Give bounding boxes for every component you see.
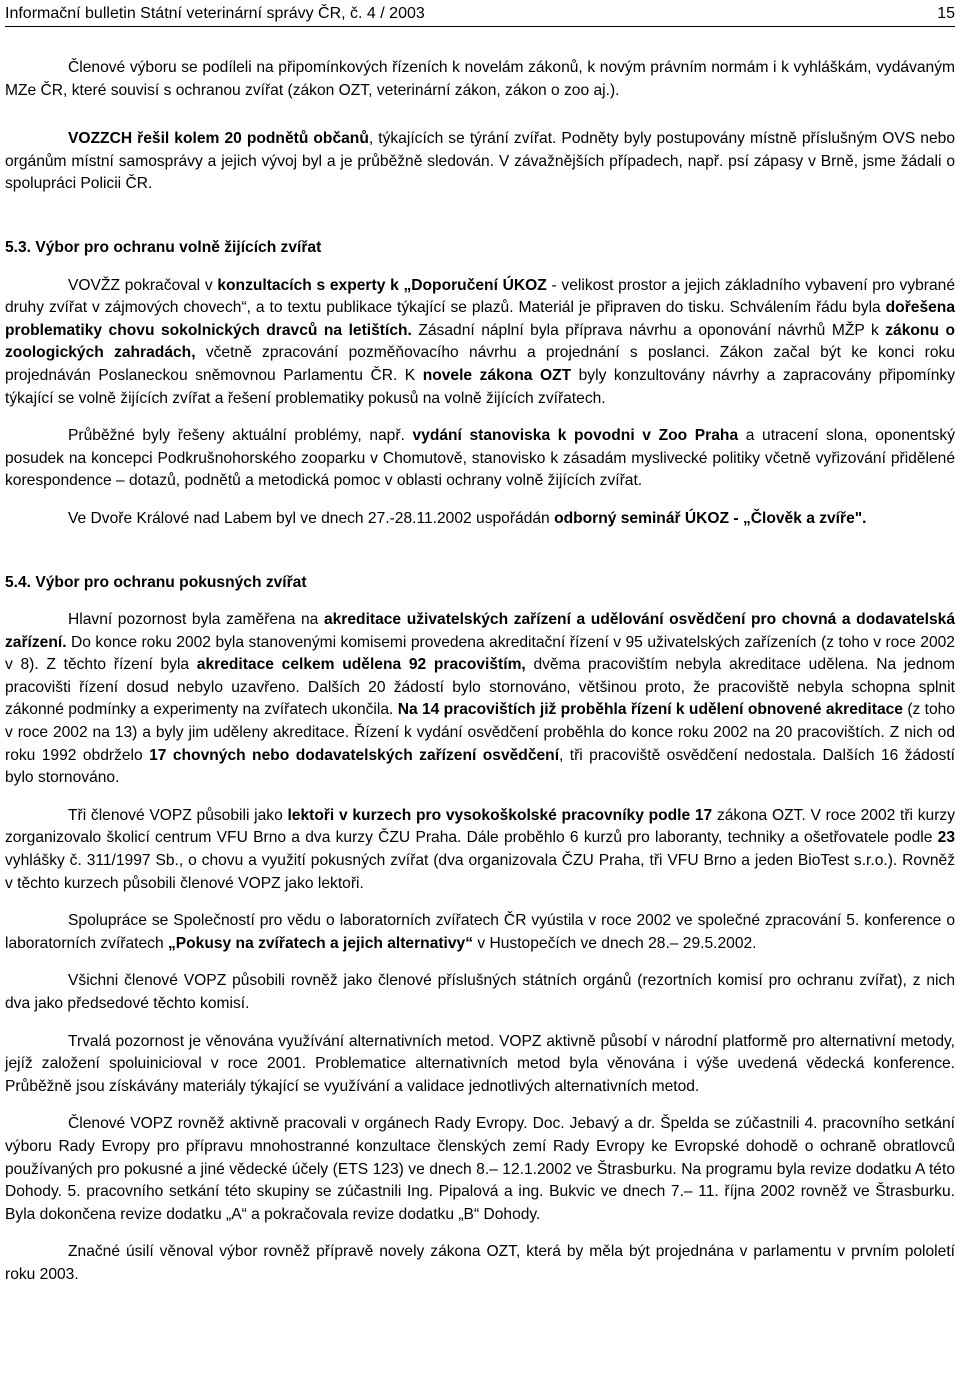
section-heading-5-3: 5.3. Výbor pro ochranu volně žijících zvířat <box>5 238 322 256</box>
paragraph-accreditation <box>5 609 955 790</box>
text-span: a utracení slona, oponentský posudek na koncepci Podkrušnohorského zooparku v Chomutově, stanovisko k zásadám myslivecké politiky včetně vyřizování přidělené korespondence – dotazů, podnětů a metodická pomoc v oblasti ochrany volně žijících zvířat. <box>5 427 955 490</box>
bulletin-title: Informační bulletin Státní veterinární správy ČR, č. 4 / 2003 <box>5 5 425 22</box>
paragraph-seminar <box>5 508 955 531</box>
section-heading-5-4: 5.4. Výbor pro ochranu pokusných zvířat <box>5 573 307 591</box>
bold-span: zákonu o zoologických zahradách, <box>5 321 955 362</box>
text-span: - velikost prostor a jejich základního vybavení pro vybrané druhy zvířat v zájmových chovech“, a to textu publikace týkající se plazů. Materiál je připraven do tisku. Schválením řádu byla <box>5 276 956 317</box>
document-page <box>5 0 955 1287</box>
text-span: , tři pracoviště osvědčení nedostala. Dalších 16 žádostí bylo stornováno. <box>5 746 955 787</box>
page-header <box>5 2 955 27</box>
paragraph-council-of-europe: Členové VOPZ rovněž aktivně pracovali v orgánech Rady Evropy. Doc. Jebavý a dr. Špelda se zúčastnili 4. pracovního setkání výboru Rady Evropy pro přípravu mnohostranné konzultace členských zemí Rady Evropy ke Evropské dohodě o ochraně obratlovců používaných pro pokusné a jiné vědecké účely (ETS 123) ve dnech 8.– 12.1.2002 ve Štrasburku. Na programu byla revize dodatku A této Dohody. 5. pracovního setkání této skupiny se zúčastnili Ing. Pipalová a ing. Bukvic ve dnech 7.– 11. října 2002 rovněž ve Štrasburku. Byla dokončena revize dodatku „A“ a pokračovala revize dodatku „B“ Dohody. <box>5 1115 955 1223</box>
bold-span: novele zákona OZT <box>422 366 572 384</box>
bold-span: VOZZCH řešil kolem 20 podnětů občanů <box>68 130 369 148</box>
bold-span: lektoři v kurzech pro vysokoškolské pracovníky podle 17 <box>287 806 713 824</box>
text-span: dvěma pracovištím nebyla akreditace udělena. Na jednom pracovišti řízení dosud nebylo uzavřeno. Dalších 20 žádostí bylo stornováno, většinou proto, že pracoviště nebyla schopna splnit zákonné podmínky a experimenty na zvířatech ukončila. <box>5 656 955 719</box>
paragraph-vozzch <box>5 128 955 196</box>
paragraph-state-bodies: Všichni členové VOPZ působili rovněž jako členové příslušných státních orgánů (rezortních komisí pro ochranu zvířat), z nich dva jako předsedové těchto komisí. <box>5 972 955 1012</box>
bold-span: 17 chovných nebo dodavatelských zařízení osvědčení <box>149 746 560 764</box>
paragraph-alternative-methods: Trvalá pozornost je věnována využívání alternativních metod. VOPZ aktivně působí v národní platformě pro alternativní metody, jejíž založení spoluinicioval v roce 2001. Problematice alternativních metod byla věnována i výše uvedená vědecká konference. Průběžně jsou získávány materiály týkající se využívání a validace jednotlivých alternativních metod. <box>5 1032 955 1095</box>
bold-span: vydání stanoviska k povodni v Zoo Praha <box>412 427 739 445</box>
paragraph-lecturers <box>5 805 955 895</box>
text-span: Tři členové VOPZ působili jako <box>68 806 288 824</box>
text-span: VOVŽZ pokračoval v <box>68 276 218 294</box>
bold-span: odborný seminář ÚKOZ - „Člověk a zvíře". <box>554 509 867 527</box>
text-span: byly konzultovány návrhy a zapracovány připomínky týkající se volně žijících zvířat a řešení problematiky pokusů na volně žijících zvířatech. <box>5 366 955 407</box>
text-span: v Hustopečích ve dnech 28.– 29.5.2002. <box>473 934 757 952</box>
text-span: Ve Dvoře Králové nad Labem byl ve dnech 27.-28.11.2002 uspořádán <box>68 509 555 527</box>
bold-span: „Pokusy na zvířatech a jejich alternativy“ <box>167 934 474 952</box>
bold-span: 23 <box>937 829 955 847</box>
paragraph-vovzz <box>5 275 955 411</box>
paragraph-ozt-amendment: Značné úsilí věnoval výbor rovněž přípravě novely zákona OZT, která by měla být projednána v parlamentu v prvním pololetí roku 2003. <box>5 1243 955 1283</box>
bold-span: Na 14 pracovištích již proběhla řízení k udělení obnovené akreditace <box>397 701 903 719</box>
text-span: včetně zpracování pozměňovacího návrhu a projednání s poslanci. Zákon začal být ke konci roku projednáván Poslaneckou sněmovnou Parlamentu ČR. K <box>5 344 955 384</box>
text-span: Spolupráce se Společností pro vědu o laboratorních zvířatech ČR vyústila v roce 2002 ve společné zpracování 5. konference o laboratorních zvířatech <box>5 912 955 952</box>
paragraph-conference <box>5 910 955 955</box>
text-span: Hlavní pozornost byla zaměřena na <box>68 611 324 629</box>
page-number: 15 <box>937 5 955 22</box>
bold-span: konzultacích s experty k „Doporučení ÚKOZ <box>217 276 547 294</box>
bold-span: dořešena problematiky chovu sokolnických dravců na letištích. <box>5 299 955 339</box>
bold-span: akreditace uživatelských zařízení a udělování osvědčení pro chovná a dodavatelská zařízení. <box>5 611 955 651</box>
text-span: Do konce roku 2002 byla stanovenými komisemi provedena akreditační řízení v 95 uživatelských zařízeních (z toho v roce 2002 v 8). Z těchto řízení byla <box>5 633 955 674</box>
text-span: zákona OZT. V roce 2002 tři kurzy zorganizovalo školicí centrum VFU Brno a dva kurzy ČZU Praha. Dále proběhlo 6 kurzů pro laboranty, techniky a ošetřovatele podle <box>5 806 955 847</box>
text-span: (z toho v roce 2002 na 13) a byly jim uděleny akreditace. Řízení k vydání osvědčení proběhla do konce roku 2002 na 20 pracovištích. Z nich od roku 1992 obdrželo <box>5 701 955 764</box>
text-span: vyhlášky č. 311/1997 Sb., o chovu a využití pokusných zvířat (dva organizovala ČZU Praha, tři VFU Brno a jeden BioTest s.r.o.). Rovněž v těchto kurzech působili členové VOPZ jako lektoři. <box>5 852 955 892</box>
text-span: Průběžné byly řešeny aktuální problémy, např. <box>68 427 413 445</box>
paragraph-current-problems <box>5 425 955 493</box>
bold-span: akreditace celkem udělena 92 pracovištím, <box>196 656 526 674</box>
text-span: , týkajících se týrání zvířat. Podněty byly postupovány místně příslušným OVS nebo orgánům místní samosprávy a jejich vývoj byl a je průběžně sledován. V závažnějších případech, např. psí zápasy v Brně, jsme žádali o spolupráci Policii ČR. <box>5 130 955 193</box>
text-span: Zásadní náplní byla příprava návrhu a oponování návrhů MŽP k <box>411 321 886 339</box>
paragraph-committee-comments: Členové výboru se podíleli na připomínkových řízeních k novelám zákonů, k novým právním normám i k vyhláškám, vydávaným MZe ČR, které souvisí s ochranou zvířat (zákon OZT, veterinární zákon, zákon o zoo aj.). <box>5 59 955 99</box>
